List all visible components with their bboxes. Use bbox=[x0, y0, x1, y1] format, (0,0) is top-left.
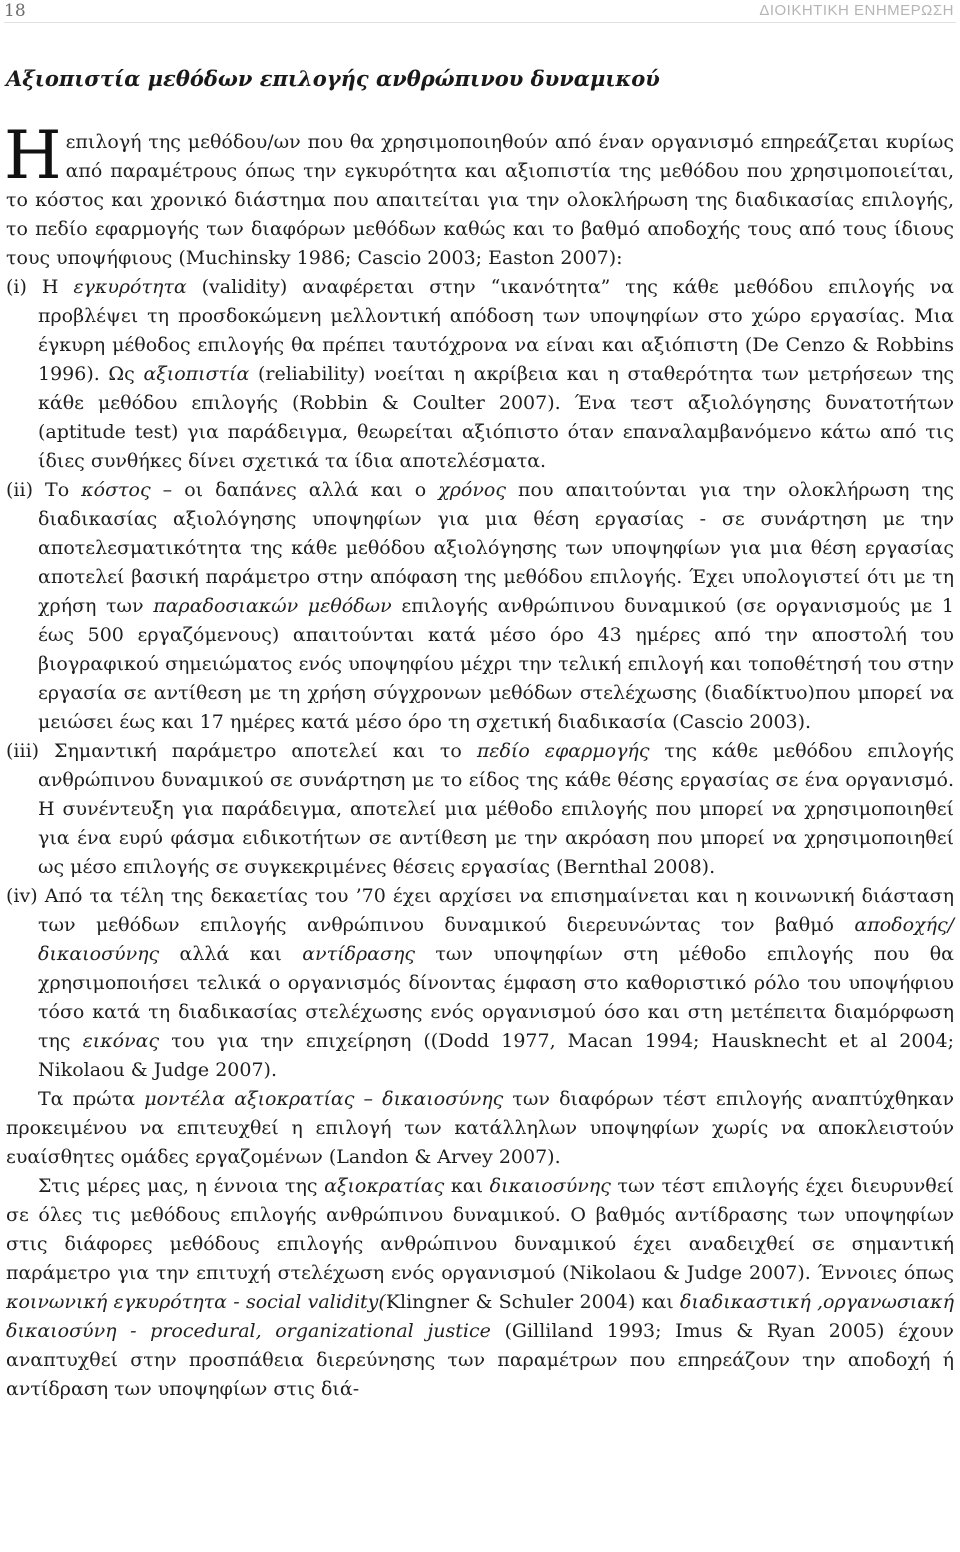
body-text-run: Από τα τέλη της δεκαετίας του ’70 έχει αρχίσει να επισημαίνεται και η κοινωνική διάσταση των μεθόδων επιλογής ανθρώπινου δυναμικού διερευνώντας τον βαθμό bbox=[38, 885, 954, 936]
header-rule bbox=[4, 22, 956, 23]
body-text-run: και bbox=[444, 1175, 490, 1197]
body-text-run: (Gilliland 1993; Imus & Ryan 2005) έχουν αναπτυχθεί στην προσπάθεια διερεύνησης των παραμέτρων που επηρεάζουν την αποδοχή ή αντίδραση των υποψηφίων στις διά- bbox=[6, 1320, 954, 1400]
emphasis-text: κοινωνική εγκυρότητα - social validity( bbox=[6, 1291, 386, 1313]
emphasis-text: πεδίο εφαρμογής bbox=[476, 740, 650, 762]
item-label: (iii) bbox=[6, 740, 55, 762]
emphasis-text: παραδοσιακών μεθόδων bbox=[153, 595, 392, 617]
body-text-run: των τέστ επιλογής έχει διευρυνθεί σε όλες τις μεθόδους επιλογής ανθρώπινου δυναμικού. Ο βαθμός αντίδρασης των υποψηφίων στις διάφορες μεθόδους επιλογής ανθρώπινου δυναμικού έχει αναδειχθεί σε σημαντική παράμετρο για την επιτυχή στελέχωση ενός οργανισμού (Nikolaou & Judge 2007). Έννοιες όπως bbox=[6, 1175, 954, 1284]
closing-paragraphs bbox=[6, 1085, 954, 1404]
body-text-run: Η bbox=[41, 276, 74, 298]
criteria-item bbox=[6, 273, 954, 476]
intro-text: επιλογή της μεθόδου/ων που θα χρησιμοποιηθούν από έναν οργανισμό επηρεάζεται κυρίως από παραμέτρους όπως την εγκυρότητα και αξιοπιστία της μεθόδου που χρησιμοποιείται, το κόστος και χρονικό διάστημα που απαιτείται για την ολοκλήρωση της διαδικασίας επιλογής, το πεδίο εφαρμογής των διαφόρων μεθόδων καθώς και το βαθμό αποδοχής τους από τους ίδιους τους υποψήφιους (Muchinsky 1986; Cascio 2003; Easton 2007): bbox=[6, 131, 954, 269]
emphasis-text: εικόνας bbox=[82, 1030, 160, 1052]
body-text-run: Τα πρώτα bbox=[38, 1088, 145, 1110]
body-paragraph bbox=[6, 1172, 954, 1404]
emphasis-text: αντίδρασης bbox=[302, 943, 415, 965]
body-text-run: των υποψηφίων στη μέθοδο επιλογής που θα χρησιμοποιήσει τελικά ο οργανισμός δίνοντας έμφαση στο καθοριστικό ρόλο του υποψήφιου τόσο κατά τη διαδικασίας στελέχωσης ενός οργανισμού όσο και στη μετέπειτα διαμόρφωση της bbox=[38, 943, 954, 1052]
body-text-run: αλλά και bbox=[159, 943, 303, 965]
emphasis-text: μοντέλα αξιοκρατίας – δικαιοσύνης bbox=[144, 1088, 504, 1110]
body-text-run: του για την επιχείρηση ((Dodd 1977, Macan 1994; Hausknecht et al 2004; Nikolaou & Judge 2007). bbox=[38, 1030, 955, 1081]
body-text-run: των διαφόρων τέστ επιλογής αναπτύχθηκαν προκειμένου να επιτευχθεί η επιλογή των κατάλληλων υποψηφίων χωρίς να αποκλειστούν ευαίσθητες ομάδες εργαζομένων (Landon & Arvey 2007). bbox=[6, 1088, 954, 1168]
body-text-run: – οι δαπάνες αλλά και ο bbox=[150, 479, 439, 501]
criteria-item bbox=[6, 882, 954, 1085]
emphasis-text: εγκυρότητα bbox=[73, 276, 187, 298]
emphasis-text: αποδοχής/δικαιοσύνης bbox=[38, 914, 954, 965]
running-header: ΔΙΟΙΚΗΤΙΚΗ ΕΝΗΜΕΡΩΣΗ bbox=[759, 2, 954, 19]
body-text-run: επιλογής ανθρώπινου δυναμικού (σε οργανισμούς με 1 έως 500 εργαζόμενους) απαιτούνται κατά μέσο όρο 43 ημέρες από την αποστολή του βιογραφικού σημειώματος ενός υποψηφίου μέχρι την τελική επιλογή και τοποθέτησή του στην εργασία σε αντίθεση με τη χρήση σύγχρονων μεθόδων στελέχωσης (διαδίκτυο)που μπορεί να μειώσει έως και 17 ημέρες κατά μέσο όρο τη σχετική διαδικασία (Cascio 2003). bbox=[38, 595, 954, 733]
emphasis-text: αξιοπιστία bbox=[143, 363, 250, 385]
drop-cap: Η bbox=[4, 117, 62, 194]
criteria-list bbox=[6, 273, 954, 1085]
body-paragraph bbox=[6, 1085, 954, 1172]
body-text-run: Σημαντική παράμετρο αποτελεί και το bbox=[54, 740, 477, 762]
article-title: Αξιοπιστία μεθόδων επιλογής ανθρώπινου δυναμικού bbox=[6, 66, 660, 91]
body-text-run: της κάθε μεθόδου επιλογής ανθρώπινου δυναμικού σε συνάρτηση με το είδος της κάθε θέσης εργασίας σε ένα οργανισμό. Η συνέντευξη για παράδειγμα, αποτελεί μια μέθοδο επιλογής που μπορεί να χρησιμοποιηθεί για ένα ευρύ φάσμα ειδικοτήτων σε αντίθεση με την ακρόαση που μπορεί να χρησιμοποιηθεί ως μέσο επιλογής σε συγκεκριμένες θέσεις εργασίας (Bernthal 2008). bbox=[38, 740, 954, 878]
emphasis-text: κόστος bbox=[81, 479, 151, 501]
item-label: (ii) bbox=[6, 479, 46, 501]
article-body bbox=[4, 117, 955, 1404]
body-text-run: που απαιτούνται για την ολοκλήρωση της διαδικασίας αξιολόγησης υποψηφίων για μια θέση εργασίας - σε συνάρτηση με την αποτελεσματικότητα της κάθε μεθόδου αξιολόγησης των υποψηφίων για μια θέση εργασίας αποτελεί βασική παράμετρο στην απόφαση της μεθόδου επιλογής. Έχει υπολογιστεί ότι με τη χρήση των bbox=[38, 479, 954, 617]
body-text-run: Στις μέρες μας, η έννοια της bbox=[38, 1175, 325, 1197]
emphasis-text: χρόνος bbox=[438, 479, 506, 501]
body-text-run: Το bbox=[45, 479, 82, 501]
emphasis-text: αξιοκρατίας bbox=[324, 1175, 445, 1197]
emphasis-text: δικαιοσύνης bbox=[489, 1175, 611, 1197]
body-text-run: Klingner & Schuler 2004) και bbox=[385, 1291, 681, 1313]
item-label: (i) bbox=[6, 276, 42, 298]
page-number: 18 bbox=[4, 1, 26, 21]
intro-paragraph bbox=[4, 117, 954, 273]
emphasis-text: διαδικαστική ,οργανωσιακή δικαιοσύνη - procedural, organizational justice bbox=[6, 1291, 954, 1342]
body-text-run: (validity) αναφέρεται στην “ικανότητα” της κάθε μεθόδου επιλογής να προβλέψει τη προσδοκώμενη μελλοντική απόδοση των υποψηφίων στο χώρο εργασίας. Μια έγκυρη μέθοδος επιλογής θα πρέπει ταυτόχρονα να είναι και αξιόπιστη (De Cenzo & Robbins 1996). Ως bbox=[38, 276, 955, 385]
body-text-run: (reliability) νοείται η ακρίβεια και η σταθερότητα των μετρήσεων της κάθε μεθόδου επιλογής (Robbin & Coulter 2007). Ένα τεστ αξιολόγησης δυνατοτήτων (aptitude test) για παράδειγμα, θεωρείται αξιόπιστο όταν επαναλαμβανόμενο κάτω από τις ίδιες συνθήκες δίνει σχετικά τα ίδια αποτελέσματα. bbox=[38, 363, 954, 472]
criteria-item bbox=[6, 737, 954, 882]
criteria-item bbox=[6, 476, 954, 737]
item-label: (iv) bbox=[6, 885, 45, 907]
